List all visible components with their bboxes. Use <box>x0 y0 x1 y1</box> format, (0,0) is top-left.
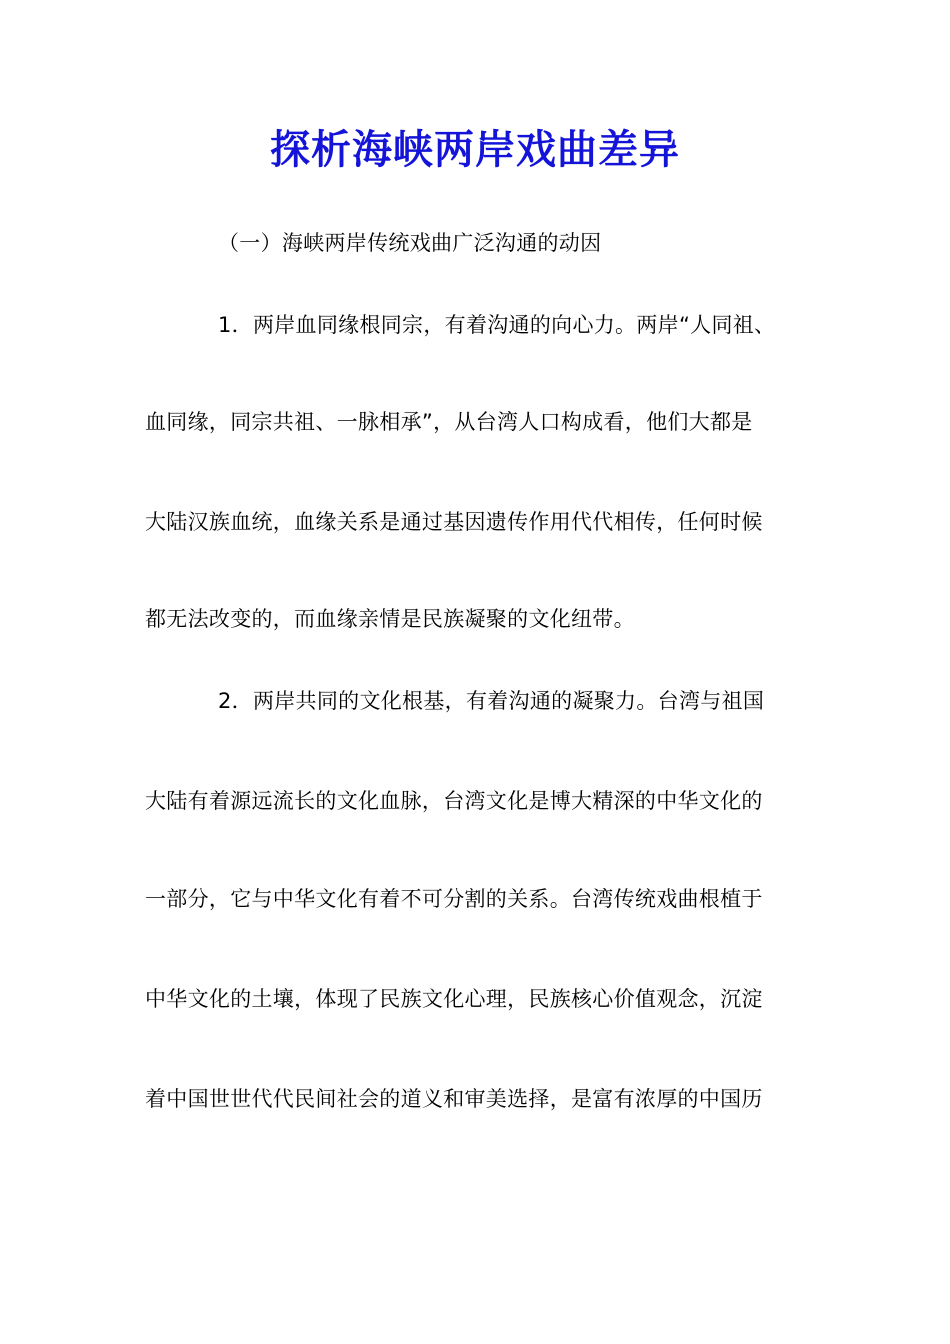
paragraph-line: 中华文化的土壤，体现了民族文化心理，民族核心价值观念，沉淀 <box>145 987 763 1011</box>
paragraph-line: 大陆汉族血统，血缘关系是通过基因遗传作用代代相传，任何时候 <box>145 510 763 534</box>
paragraph-line: 一部分，它与中华文化有着不可分割的关系。台湾传统戏曲根植于 <box>145 887 763 911</box>
paragraph-line: 着中国世世代代民间社会的道义和审美选择，是富有浓厚的中国历 <box>145 1087 763 1111</box>
paragraph-line: 1．两岸血同缘根同宗，有着沟通的向心力。两岸“人同祖、 <box>218 313 776 337</box>
paragraph-line: 大陆有着源远流长的文化血脉，台湾文化是博大精深的中华文化的 <box>145 789 763 813</box>
paragraph-line: 血同缘，同宗共祖、一脉相承”，从台湾人口构成看，他们大都是 <box>145 410 753 434</box>
paragraph-line: 都无法改变的，而血缘亲情是民族凝聚的文化纽带。 <box>145 607 635 631</box>
section-heading: （一）海峡两岸传统戏曲广泛沟通的动因 <box>218 231 602 255</box>
paragraph-line: 2．两岸共同的文化根基，有着沟通的凝聚力。台湾与祖国 <box>218 689 765 713</box>
document-title: 探析海峡两岸戏曲差异 <box>270 126 680 173</box>
